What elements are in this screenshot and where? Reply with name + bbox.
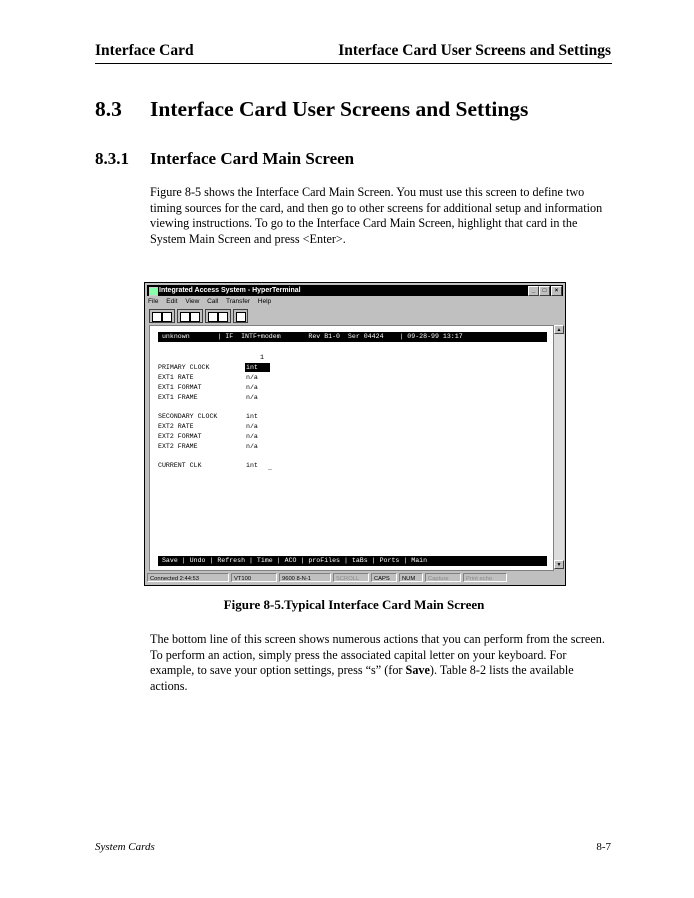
row-label: EXT2 FRAME xyxy=(158,443,198,450)
figure-caption: Figure 8-5.Typical Interface Card Main Screen xyxy=(223,597,485,612)
menu-help[interactable]: Help xyxy=(257,298,272,305)
scroll-up-icon[interactable]: ▲ xyxy=(554,325,564,334)
status-scroll: SCROLL xyxy=(333,573,369,582)
actions-bar-text[interactable]: Save | Undo | Refresh | Time | ACO | proFiles | taBs | Ports | Main xyxy=(158,557,428,564)
row-label: EXT1 RATE xyxy=(158,374,194,381)
intro-line: Figure 8-5 shows the Interface Card Main Screen. You must use this screen to define two xyxy=(150,185,585,199)
window-statusbar xyxy=(147,573,563,583)
actions-line-post: ). Table 8-2 lists the available xyxy=(429,663,574,677)
section-number: 8.3 xyxy=(95,97,122,121)
menu-bar xyxy=(148,297,277,307)
close-icon[interactable]: × xyxy=(551,286,562,296)
new-icon xyxy=(152,312,162,322)
connect-buttons[interactable] xyxy=(177,309,203,323)
vertical-scrollbar[interactable] xyxy=(553,325,564,569)
row-label: EXT1 FORMAT xyxy=(158,384,202,391)
menu-view[interactable]: View xyxy=(185,298,200,305)
menu-file[interactable]: File xyxy=(148,298,159,305)
menu-edit[interactable]: Edit xyxy=(166,298,178,305)
row-value[interactable]: n/a xyxy=(246,394,258,401)
actions-line: The bottom line of this screen shows numerous actions that you can perform from the screen. xyxy=(150,632,605,646)
terminal-screen[interactable] xyxy=(149,325,554,571)
receive-icon xyxy=(218,312,228,322)
row-value[interactable]: int xyxy=(246,413,258,420)
running-header-left: Interface Card xyxy=(95,42,194,59)
actions-line xyxy=(150,663,620,679)
row-label: SECONDARY CLOCK xyxy=(158,413,218,420)
text-cursor: _ xyxy=(268,464,272,471)
footer-left: System Cards xyxy=(95,841,155,853)
page-number: 8-7 xyxy=(596,841,611,853)
menu-call[interactable]: Call xyxy=(207,298,219,305)
scroll-down-icon[interactable]: ▼ xyxy=(554,560,564,569)
row-value[interactable]: n/a xyxy=(246,423,258,430)
intro-line: timing sources for the card, and then go to other screens for additional setup and information xyxy=(150,200,603,215)
row-value-selected[interactable]: int xyxy=(246,364,258,371)
status-capture: Capture xyxy=(425,573,461,582)
row-label: EXT1 FRAME xyxy=(158,394,198,401)
menu-transfer[interactable]: Transfer xyxy=(226,298,250,305)
header-rule xyxy=(95,63,612,64)
row-value[interactable]: n/a xyxy=(246,443,258,450)
save-keyword: Save xyxy=(405,663,430,677)
minimize-icon[interactable]: _ xyxy=(528,286,539,296)
row-value[interactable]: n/a xyxy=(246,384,258,391)
column-header: 1 xyxy=(260,354,264,361)
terminal-topbar-text: unknown | IF INTF+modem Rev B1-0 Ser 04424 | 09-28-99 13:17 xyxy=(158,333,463,340)
row-value[interactable]: int xyxy=(246,462,258,469)
section-title: Interface Card User Screens and Settings xyxy=(150,97,529,121)
status-num: NUM xyxy=(399,573,423,582)
intro-line: viewing instructions. To go to the Interface Card Main Screen, highlight that card in the xyxy=(150,216,578,230)
intro-line: System Main Screen and press <Enter>. xyxy=(150,231,346,246)
row-label: EXT2 RATE xyxy=(158,423,194,430)
subsection-title: Interface Card Main Screen xyxy=(150,149,355,168)
window-title: Integrated Access System - HyperTerminal xyxy=(159,287,301,294)
app-icon xyxy=(149,287,158,296)
status-print-echo: Print echo xyxy=(463,573,507,582)
row-label: CURRENT CLK xyxy=(158,462,202,469)
actions-paragraph xyxy=(150,632,620,694)
maximize-icon[interactable]: □ xyxy=(539,286,550,296)
status-caps: CAPS xyxy=(371,573,397,582)
status-settings: 9600 8-N-1 xyxy=(279,573,331,582)
actions-line-pre: example, to save your option settings, press “s” (for xyxy=(150,663,406,677)
row-value[interactable]: n/a xyxy=(246,374,258,381)
hyperterminal-window xyxy=(144,282,566,586)
actions-line: To perform an action, simply press the associated capital letter on your keyboard. For xyxy=(150,647,567,662)
intro-paragraph xyxy=(150,185,620,247)
row-label: EXT2 FORMAT xyxy=(158,433,202,440)
status-connected: Connected 2:44:53 xyxy=(147,573,229,582)
transfer-buttons[interactable] xyxy=(205,309,231,323)
actions-line: actions. xyxy=(150,678,188,693)
properties-icon xyxy=(236,312,246,322)
subsection-number: 8.3.1 xyxy=(95,149,129,168)
running-header-right: Interface Card User Screens and Settings xyxy=(338,42,611,59)
new-open-buttons[interactable] xyxy=(149,309,175,323)
open-icon xyxy=(162,312,172,322)
status-emulation: VT100 xyxy=(231,573,277,582)
disconnect-icon xyxy=(190,312,200,322)
window-titlebar xyxy=(147,285,563,296)
row-value[interactable]: n/a xyxy=(246,433,258,440)
connect-icon xyxy=(180,312,190,322)
row-label: PRIMARY CLOCK xyxy=(158,364,210,371)
properties-button[interactable] xyxy=(233,309,248,323)
send-icon xyxy=(208,312,218,322)
